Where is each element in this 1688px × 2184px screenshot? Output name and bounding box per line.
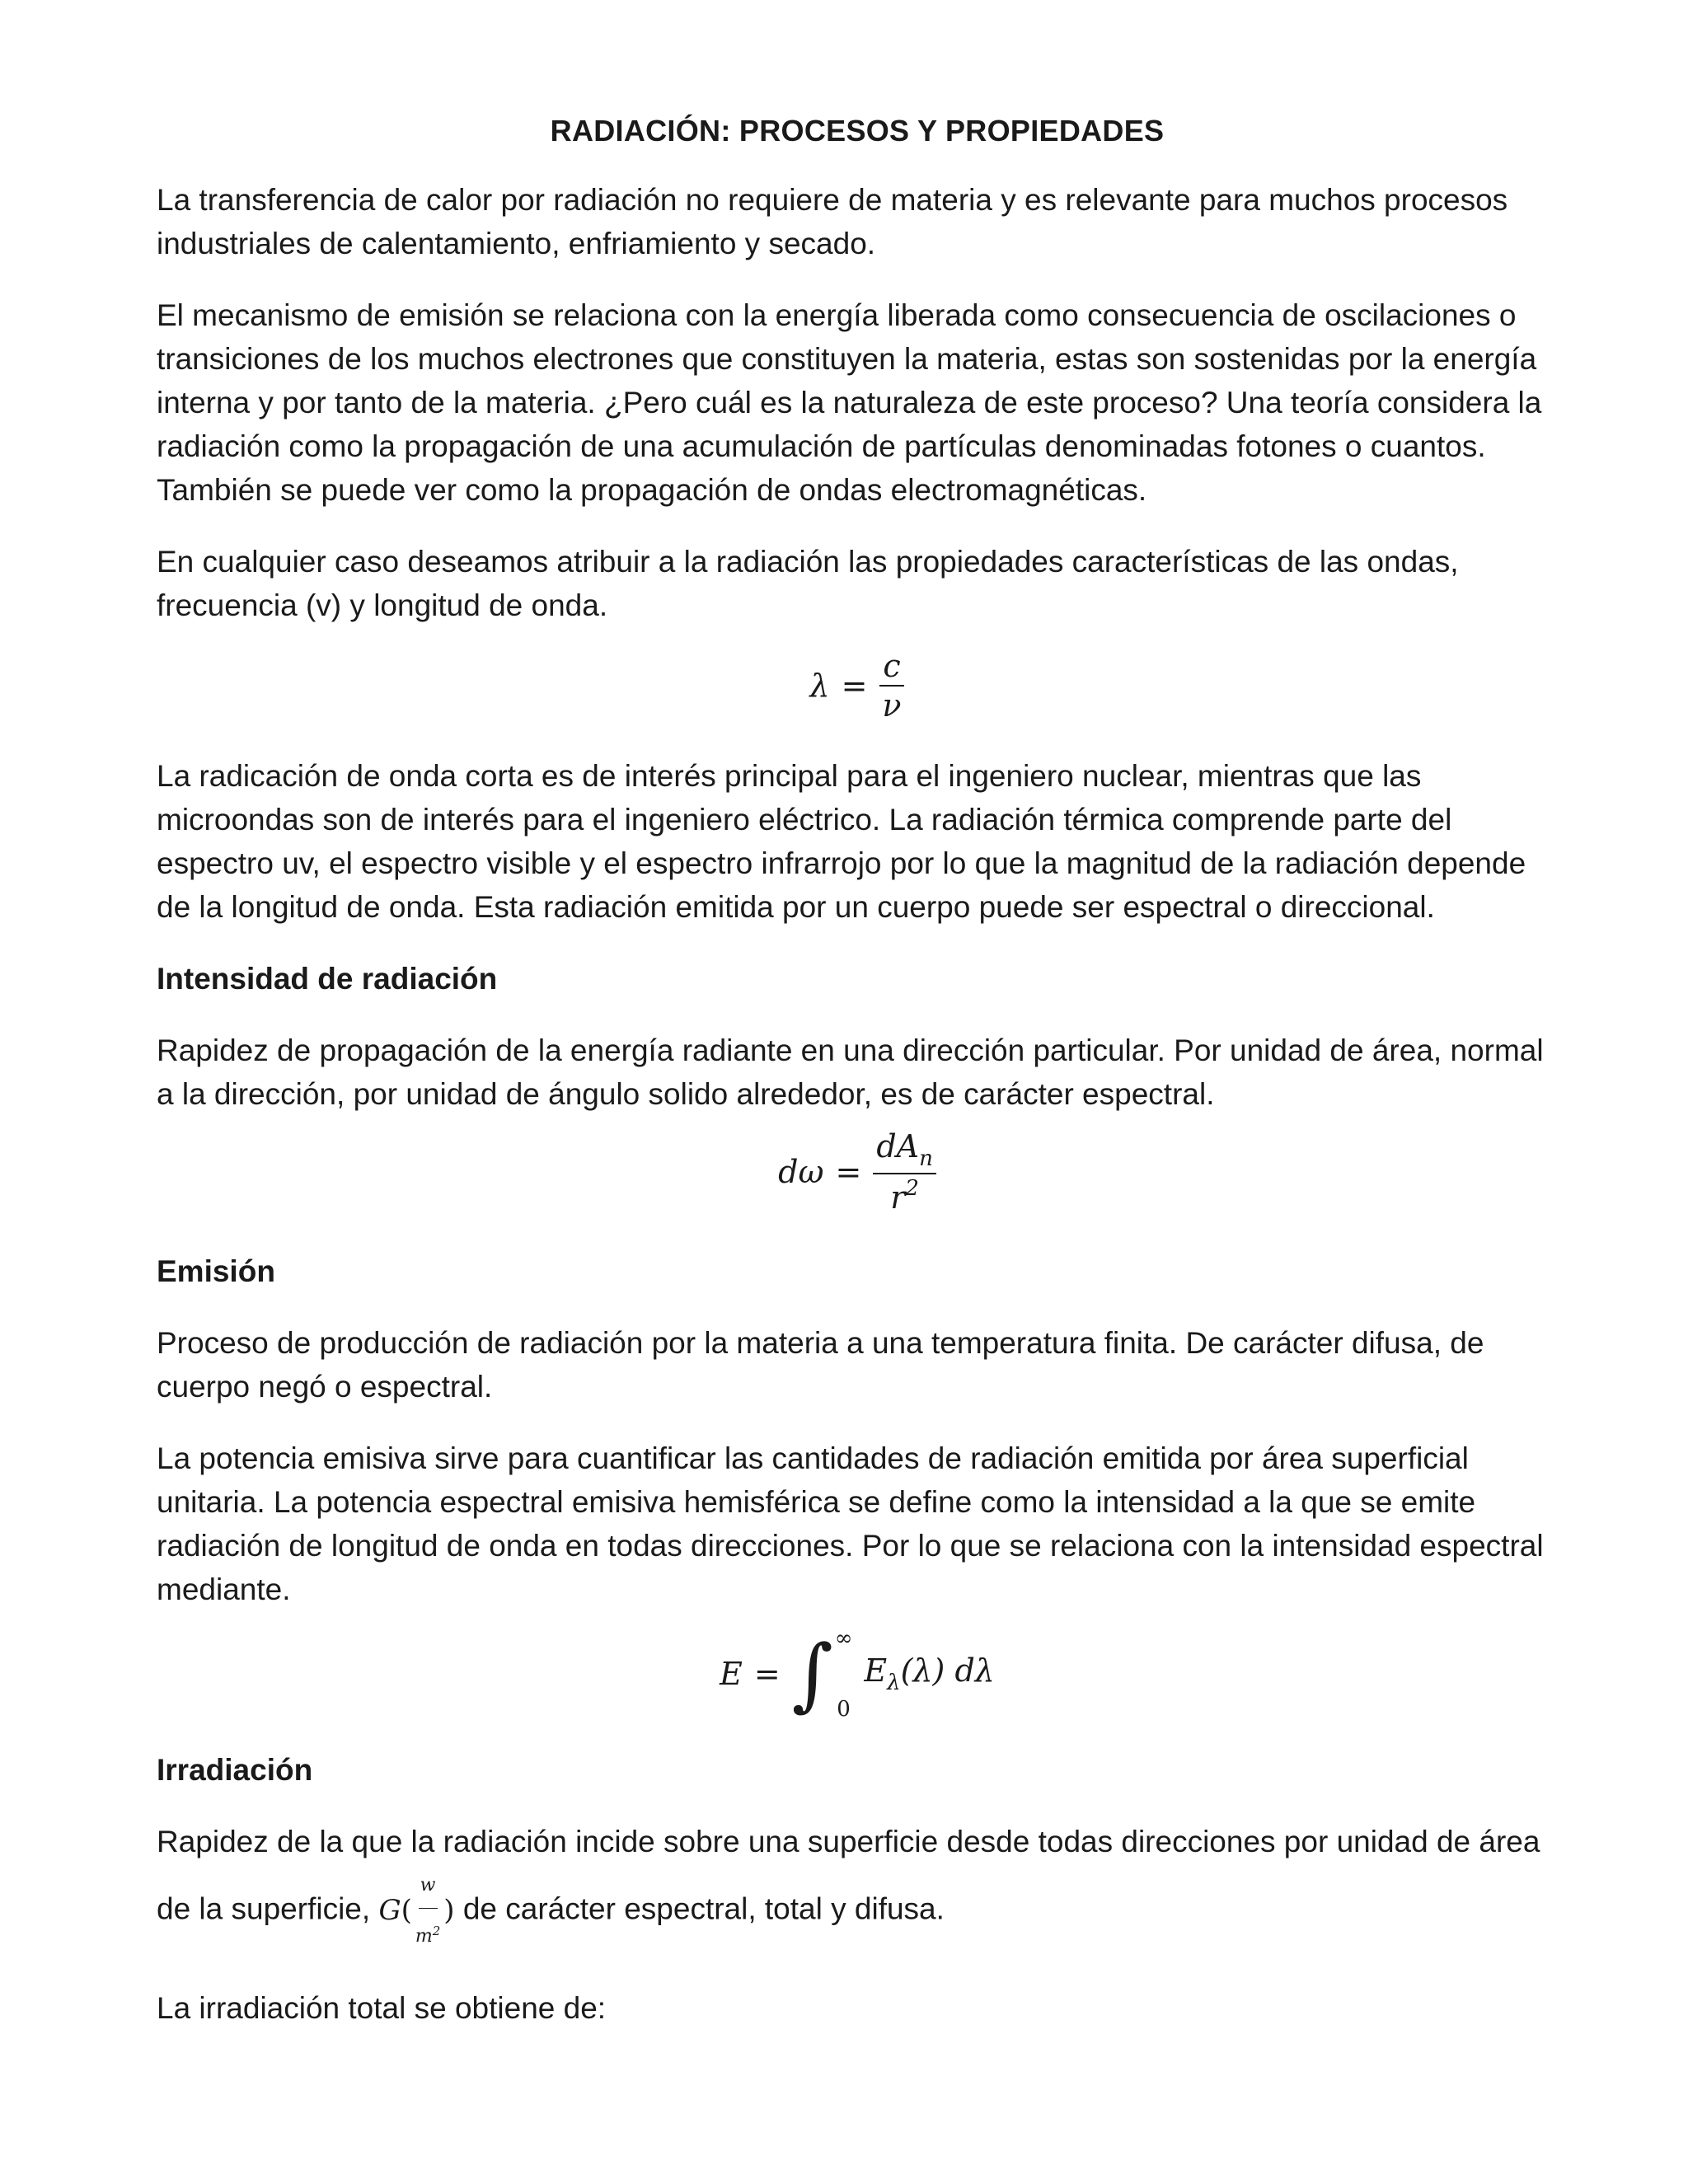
irradiation-text-before: Rapidez de la que la radiación incide sobre una superficie desde todas direcciones por unidad de área de la superficie, (157, 1825, 1540, 1926)
irradiation-open-paren: ( (401, 1894, 412, 1927)
irradiation-close-paren: ) (443, 1894, 455, 1927)
eq-wavelength-lhs: λ (809, 668, 830, 704)
eq-emissive-limits (835, 1628, 853, 1720)
irradiation-units-fraction (414, 1863, 442, 1958)
eq-emissive-op: = (753, 1656, 781, 1692)
eq-emissive-lower-limit: 0 (837, 1697, 851, 1722)
eq-solid-angle-op: = (835, 1154, 862, 1190)
irradiation-units-numerator: w (419, 1863, 438, 1909)
eq-solid-angle-den-base: r (890, 1179, 906, 1216)
eq-wavelength-op: = (841, 668, 868, 704)
eq-emissive-upper-limit: ∞ (834, 1626, 853, 1651)
equation-emissive-power (157, 1628, 1558, 1720)
paragraph-intensity-definition: Rapidez de propagación de la energía radiante en una dirección particular. Por unidad de área, normal a la dirección, por unidad de ángulo solido alrededor, es de carácter espectral. (157, 1033, 1544, 1111)
paragraph-irradiation-definition (157, 1820, 1558, 1958)
eq-solid-angle-den-sup: 2 (905, 1176, 919, 1201)
eq-solid-angle-lhs: dω (778, 1154, 824, 1190)
eq-wavelength-denominator: ν (882, 687, 902, 724)
document-title: RADIACIÓN: PROCESOS Y PROPIEDADES (550, 114, 1165, 148)
eq-solid-angle-num-sub: n (919, 1146, 933, 1171)
equation-wavelength (157, 648, 1558, 724)
irradiation-inline-formula (378, 1863, 454, 1958)
paragraph-thermal-radiation: La radicación de onda corta es de interés principal para el ingeniero nuclear, mientras que las microondas son de interés para el ingeniero eléctrico. La radiación térmica comprende parte del espectro uv, el espectro visible y el espectro infrarrojo por lo que la magnitud de la radiación depende de la longitud de onda. Esta radiación emitida por un cuerpo puede ser espectral o direccional. (157, 759, 1526, 924)
irradiation-units-den-base: m (415, 1926, 433, 1947)
irradiation-units-denominator (414, 1909, 442, 1958)
irradiation-symbol: G (378, 1894, 401, 1927)
document-page (157, 107, 1558, 2058)
eq-solid-angle-num-base: dA (876, 1128, 920, 1165)
eq-emissive-lhs: E (720, 1656, 743, 1692)
heading-irradiacion: Irradiación (157, 1753, 313, 1787)
eq-emissive-integrand (864, 1652, 995, 1695)
equation-solid-angle (157, 1128, 1558, 1216)
paragraph-wave-properties: En cualquier caso deseamos atribuir a la radiación las propiedades características de las ondas, frecuencia (v) y longitud de onda. (157, 545, 1459, 622)
irradiation-units-den-sup: 2 (432, 1924, 441, 1938)
eq-emissive-integral (792, 1628, 853, 1720)
paragraph-emissive-power: La potencia emisiva sirve para cuantificar las cantidades de radiación emitida por área superficial unitaria. La potencia espectral emisiva hemisférica se define como la intensidad a la que se emite radiación de longitud de onda en todas direcciones. Por lo que se relaciona con la intensidad espectral mediante. (157, 1441, 1544, 1606)
paragraph-total-irradiation: La irradiación total se obtiene de: (157, 1991, 607, 2025)
eq-solid-angle-denominator (887, 1174, 922, 1216)
paragraph-emission-mechanism: El mecanismo de emisión se relaciona con la energía liberada como consecuencia de oscilaciones o transiciones de los muchos electrones que constituyen la materia, estas son sostenidas por la energía interna y por tanto de la materia. ¿Pero cuál es la naturaleza de este proceso? Una teoría considera la radiación como la propagación de una acumulación de partículas denominadas fotones o cuantos. También se puede ver como la propagación de ondas electromagnéticas. (157, 298, 1542, 507)
heading-intensidad: Intensidad de radiación (157, 962, 498, 996)
eq-solid-angle-numerator (873, 1128, 936, 1174)
irradiation-text-after: de carácter espectral, total y difusa. (454, 1891, 945, 1926)
heading-emision: Emisión (157, 1254, 275, 1288)
eq-emissive-integrand-sub: λ (887, 1670, 901, 1695)
paragraph-emission-process: Proceso de producción de radiación por la materia a una temperatura finita. De carácter difusa, de cuerpo negó o espectral. (157, 1326, 1484, 1404)
eq-wavelength-numerator: c (879, 650, 903, 687)
eq-emissive-integrand-rest: (λ) dλ (900, 1652, 995, 1689)
eq-wavelength-fraction (879, 648, 904, 724)
integral-sign-icon: ∫ (791, 1628, 833, 1720)
paragraph-intro: La transferencia de calor por radiación no requiere de materia y es relevante para muchos procesos industriales de calentamiento, enfriamiento y secado. (157, 183, 1508, 260)
eq-emissive-integrand-base: E (864, 1652, 888, 1689)
eq-solid-angle-fraction (873, 1128, 936, 1216)
